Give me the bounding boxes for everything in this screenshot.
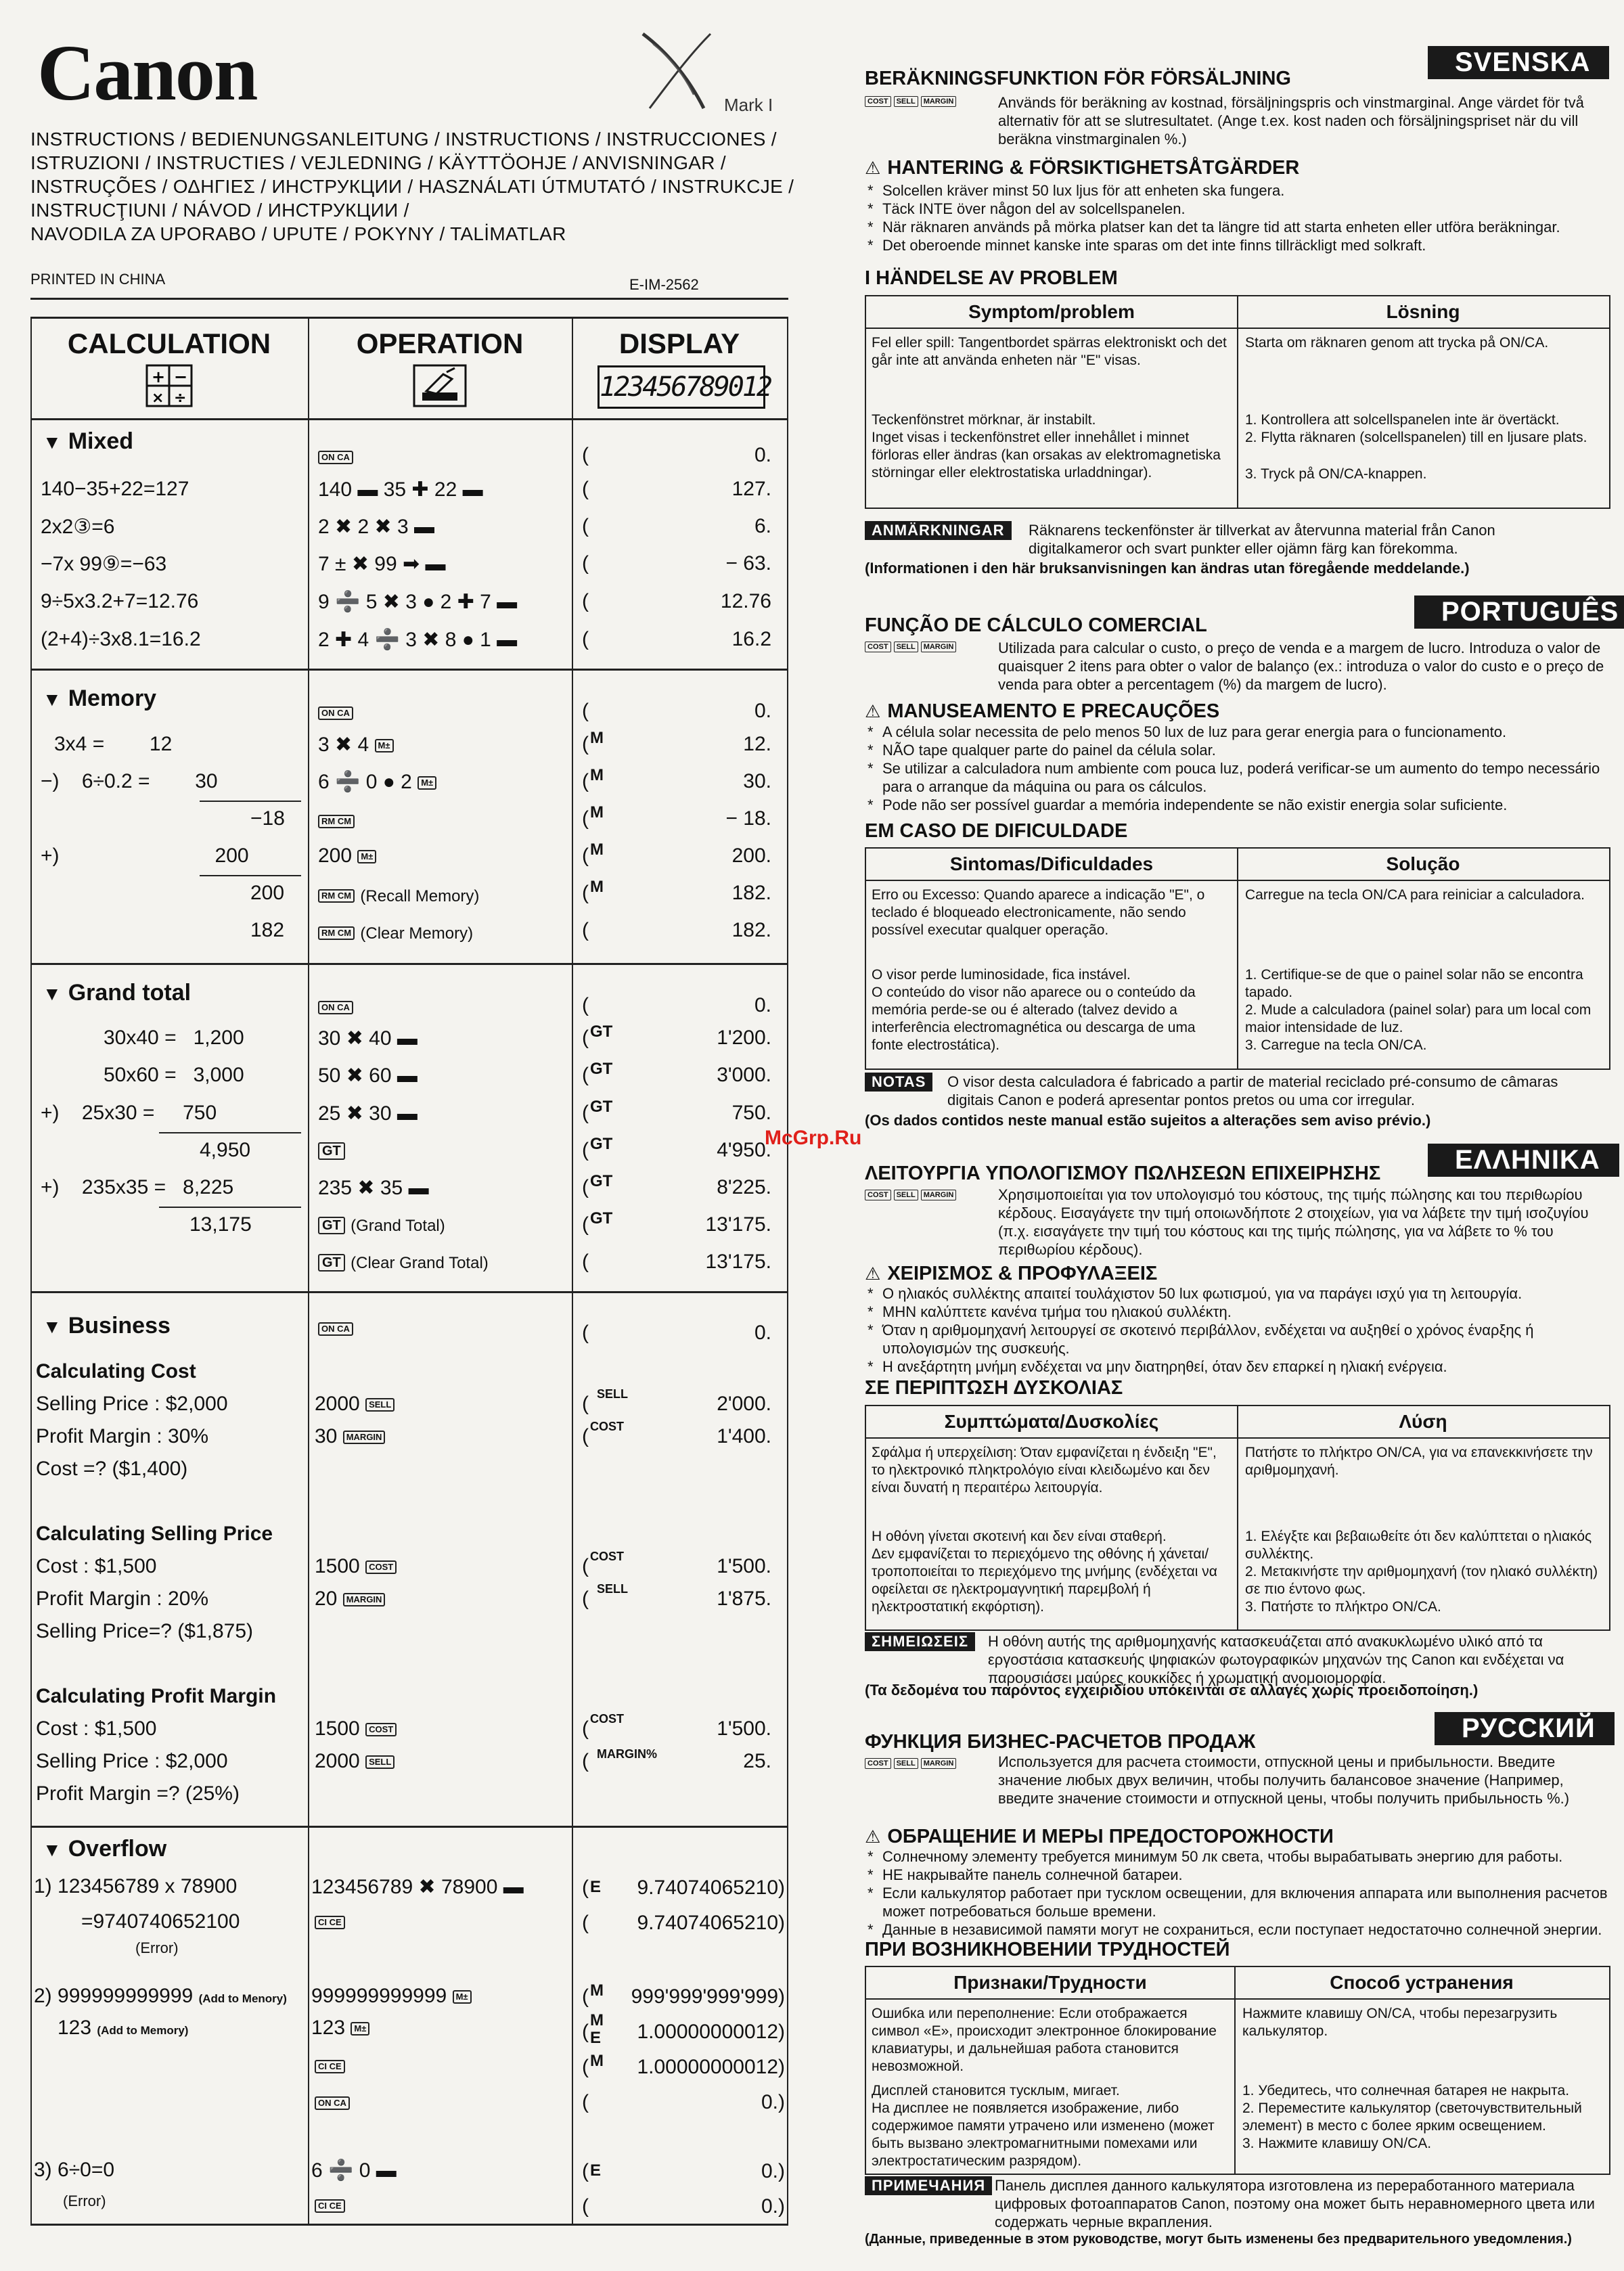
list-item: * A célula solar necessita de pelo menos 50 lux de luz para gerar energia para o funcionamento. [865,723,1609,741]
symptom: Δεν εμφανίζεται το περιεχόμενο της οθόνης ή χάνεται/τροποποιείται το περιεχόμενο της μνήμης (ενδέχεται να οφείλεται σε ηλεκτρομαγνητική παρεμβολή ή ηλεκτροστατική εκφόρτιση). [872,1546,1217,1615]
care-list [865,181,1609,254]
section-business: ▼ Business [43,1313,171,1339]
svg-text:÷: ÷ [174,390,187,407]
mode-keys: COST SELL MARGIN [865,1188,959,1200]
op-row: 50 ✖ 60 ▬ [318,1064,418,1087]
calc-row: (2+4)÷3x8.1=16.2 [41,628,201,650]
sell-key-icon: SELL [365,1755,394,1769]
note-tag: ПРИМЕЧАНИЯ [865,2176,992,2195]
x-mark-logo-icon [629,27,731,115]
solution: 3. Carregue na tecla ON/CA. [1245,1037,1427,1053]
sum-line [159,1132,301,1133]
note-text: O visor desta calculadora é fabricado a partir de material reciclado pré-consumo de câmaras digitais Canon e poderá apresentar pontos pretos ou uma cor irregular. [947,1073,1558,1108]
solution: Carregue na tecla ON/CA para reiniciar a calculadora. [1245,887,1585,903]
triangle-icon: ▼ [43,1316,62,1337]
rm-cm-key-icon: RM CM [318,815,355,828]
section-title: ФУНКЦИЯ БИЗНЕС-РАСЧЕТОВ ПРОДАЖ [865,1731,1256,1753]
canon-logo: Canon [37,28,257,117]
problem-table [865,847,1610,1070]
calc-line: Cost =? ($1,400) [36,1458,188,1480]
solution: 1. Certifique-se de que o painel solar não se encontra tapado. [1245,967,1583,1000]
calculation-icon [145,364,193,407]
op-row: 235 ✖ 35 ▬ [318,1177,429,1199]
divider [30,963,788,965]
care-list [865,1284,1609,1376]
calc-row: +) 235x35 = 8,225 [41,1176,234,1198]
care-list [865,723,1609,814]
list-item: * Солнечному элементу требуется минимум 50 лк света, чтобы вырабатывать энергию для работы. [865,1847,1609,1866]
op-row: 2000 SELL [315,1750,394,1773]
note-tag: NOTAS [865,1073,932,1092]
calc-line: Selling Price : $2,000 [36,1750,228,1772]
list-item: * НЕ накрывайте панель солнечной батареи. [865,1866,1609,1884]
symptom: На дисплее не появляется изображение, либо содержимое памяти утрачено или изменено (может быть вызвано электромагнитными помехами или электростатическим разрядом). [872,2100,1215,2169]
instr-line: NAVODILA ZA UPORABO / UPUTE / POKYNY / TALİMATLAR [30,223,566,244]
note-tag: ΣΗΜΕΙΩΣΕΙΣ [865,1632,975,1651]
section-text: Används för beräkning av kostnad, försäljningspris och vinstmarginal. Ange värdet för två alternativ för att se slutresultatet. (Ange t.ex. kost naden och försäljningspriset när du vill beräkna vinstmarginalen %.) [998,94,1584,148]
calc-line: Profit Margin =? (25%) [36,1782,240,1805]
printed-in: PRINTED IN CHINA [30,271,166,288]
section-title: ΣΕ ΠΕΡΙΠΤΩΣΗ ΔΥΣΚΟΛΙΑΣ [865,1377,1123,1399]
table-header: Способ устранения [1234,1967,1609,2000]
op-row: 123456789 ✖ 78900 ▬ [311,1876,524,1898]
section-title: ПРИ ВОЗНИКНОВЕНИИ ТРУДНОСТЕЙ [865,1939,1230,1960]
section-title: ⚠ ΧΕΙΡΙΣΜΟΣ & ΠΡΟΦΥΛΑΞΕΙΣ [865,1263,1158,1284]
calc-line: Cost : $1,500 [36,1717,157,1740]
symptom: O visor perde luminosidade, fica instável. [872,967,1131,983]
col-display: DISPLAY [618,328,740,359]
op-row: 30 MARGIN [315,1425,385,1448]
solution: 1. Kontrollera att solcellspanelen inte är övertäckt. [1245,412,1560,428]
m-plus-key-icon: M± [357,850,376,863]
symptom: Дисплей становится тусклым, мигает. [872,2083,1120,2098]
op-row: GT (Grand Total) [318,1213,445,1236]
list-item: * Pode não ser possível guardar a memória independente se não existir energia solar suficiente. [865,796,1609,814]
ci-ce-key-icon: CI CE [315,2199,345,2213]
list-item: * Данные в независимой памяти могут не сохраниться, если поступает недостаточно солнечной энергии. [865,1920,1609,1939]
rm-cm-key-icon: RM CM [318,889,355,903]
table-header: Lösning [1237,296,1609,329]
op-row: 6 ➗ 0 ▬ [311,2159,397,2182]
symptom: Η οθόνη γίνεται σκοτεινή και δεν είναι σταθερή. [872,1529,1167,1544]
section-text: Используется для расчета стоимости, отпускной цены и прибыльности. Введите значение любых двух величин, чтобы получить балансовое значение (Например, введите значение стоимости и отпускной цены, чтобы получить прибыльность %.) [998,1753,1570,1807]
list-item: * Solcellen kräver minst 50 lux ljus för att enheten ska fungera. [865,181,1609,200]
op-key [315,2194,345,2217]
triangle-icon: ▼ [43,983,62,1004]
lcd-sample: 123456789012 [597,365,765,409]
calc-row: 50x60 = 3,000 [104,1064,244,1086]
warning-icon: ⚠ [865,1826,881,1847]
symptom: Ошибка или переполнение: Если отображается символ «E», происходит электронное блокирование клавиатуры, и дальнейшая работа становится невозможной. [872,2006,1217,2074]
list-item: * Se utilizar a calculadora num ambiente com pouca luz, poderá verificar-se um aumento do tempo necessário para o arranque da máquina ou para os cálculos. [865,759,1609,796]
table-header: Symptom/problem [866,296,1237,329]
op-row: 3 ✖ 4 M± [318,733,394,757]
on-ca-key-icon: ON CA [318,706,353,720]
m-plus-key-icon: M± [453,1990,472,2004]
subheading: Calculating Profit Margin [36,1685,277,1707]
lang-tab-portugues: PORTUGUÊS [1414,595,1624,629]
ci-ce-key-icon: CI CE [315,1916,345,1929]
op-row: GT (Clear Grand Total) [318,1251,489,1274]
svg-text:−: − [174,367,188,386]
op-row: 2 ✚ 4 ➗ 3 ✖ 8 ● 1 ▬ [318,629,518,651]
instr-line: INSTRUCTIONS / BEDIENUNGSANLEITUNG / INSTRUCTIONS / INSTRUCCIONES / [30,129,777,150]
op-row: RM CM (Clear Memory) [318,921,473,944]
solution: 2. Mude a calculadora (painel solar) para um local com maior intensidade de luz. [1245,1002,1592,1035]
section-text: Utilizada para calcular o custo, o preço de venda e a margem de lucro. Introduza o valor de quaisquer 2 itens para obter o valor de balanço (ex.: introduza o valor do custo e o preço de venda para obter a percentagem (%) da margem de lucro). [998,639,1604,693]
list-item: * Ο ηλιακός συλλέκτης απαιτεί τουλάχιστον 50 lux φωτισμού, για να παράγει ισχύ για τη λειτουργία. [865,1284,1609,1303]
solution: Starta om räknaren genom att trycka på ON/CA. [1245,335,1549,351]
solution: 3. Нажмите клавишу ON/CA. [1242,2136,1432,2151]
calc-row: 3x4 = 12 [54,733,173,755]
note-text: Η οθόνη αυτής της αριθμομηχανής κατασκευάζεται από ανακυκλωμένο υλικό από τα εργοστάσια κατασκευής ψηφιακών φωτογραφικών μηχανών της Canon και ενδέχεται να παρουσιάσει μαύρες κουκκίδες ή χρωματική ανομοιομορφία. [988,1633,1564,1686]
mode-keys: COST SELL MARGIN [865,1757,959,1769]
calc-row: +) 25x30 = 750 [41,1102,217,1124]
calc-row: +) 200 [41,845,249,867]
symptom: Teckenfönstret mörknar, är instabilt. [872,412,1096,428]
problem-table [865,1966,1610,2175]
divider [787,317,788,2225]
calc-row: −7x 99⑨=−63 [41,553,167,575]
divider [1237,849,1238,1069]
symptom: Inget visas i teckenfönstret eller innehållet i minnet förloras eller ändras (kan orsakas av elektromagnetiska störningar eller elektrostatiska urladdningar). [872,430,1221,480]
op-row: 6 ➗ 0 ● 2 M± [318,770,436,794]
note-bold: (Informationen i den här bruksanvisningen kan ändras utan föregående meddelande.) [865,560,1470,577]
section-mixed: ▼ Mixed [43,428,134,454]
triangle-icon: ▼ [43,432,62,453]
divider [30,1291,788,1293]
subheading: Calculating Selling Price [36,1523,273,1545]
col-calculation: CALCULATION [67,328,271,359]
doc-code: E-IM-2562 [629,276,699,293]
table-header: Solução [1237,849,1609,881]
margin-key-icon: MARGIN [343,1593,386,1606]
divider [308,317,309,2225]
on-ca-key-icon: ON CA [318,451,353,464]
section-title: ⚠ HANTERING & FÖRSIKTIGHETSÅTGÄRDER [865,157,1300,179]
note-bold: (Os dados contidos neste manual estão sujeitos a alterações sem aviso prévio.) [865,1112,1431,1129]
cost-key-icon: COST [365,1560,397,1574]
calc-line: 1) 123456789 x 78900 [34,1875,238,1897]
section-memory: ▼ Memory [43,685,157,711]
op-row: 140 ▬ 35 ✚ 22 ▬ [318,478,483,501]
m-plus-key-icon: M± [375,739,394,752]
op-key [315,2091,350,2114]
calc-line: 2) 999999999999 (Add to Menory) [34,1985,287,2007]
note-text: Панель дисплея данного калькулятора изготовлена из переработанного материала цифровых фотоаппаратов Canon, поэтому она может быть неравномерного цвета или содержать черные вкрапления. [995,2177,1595,2230]
solution: 3. Tryck på ON/CA-knappen. [1245,466,1427,482]
list-item: * Täck INTE över någon del av solcellspanelen. [865,200,1609,218]
sum-line [200,801,301,802]
operation-hand-icon [413,364,467,407]
note-text: Räknarens teckenfönster är tillverkat av återvunna material från Canon digitalkameror och svart punkter eller ojämn färg kan förekomma. [1029,522,1495,557]
sum-line [159,1207,301,1208]
calc-row: −18 [250,807,285,830]
mode-keys: COST SELL MARGIN [865,640,959,652]
solution: 2. Flytta räknaren (solcellspanelen) till en ljusare plats. [1245,430,1587,445]
calc-row: 140−35+22=127 [41,478,189,500]
divider [30,418,788,420]
op-key [318,995,353,1018]
lang-tab-svenska: SVENSKA [1428,46,1609,79]
solution: Πατήστε το πλήκτρο ON/CA, για να επανεκκινήσετε την αριθμομηχανή. [1245,1445,1593,1478]
op-row: 9 ➗ 5 ✖ 3 ● 2 ✚ 7 ▬ [318,591,518,613]
error-note: (Error) [63,2193,106,2209]
solution: Нажмите клавишу ON/CA, чтобы перезагрузить калькулятор. [1242,2006,1558,2039]
op-row: 2 ✖ 2 ✖ 3 ▬ [318,516,435,538]
calc-row: 9÷5x3.2+7=12.76 [41,590,199,612]
section-title: ΛΕΙΤΟΥΡΓΙΑ ΥΠΟΛΟΓΙΣΜΟΥ ΠΩΛΗΣΕΩΝ ΕΠΙΧΕΙΡΗΣΗΣ [865,1163,1381,1184]
instr-line: INSTRUCŢIUNI / NÁVOD / ИНСТРУКЦИИ / [30,200,409,221]
table-header: Признаки/Трудности [866,1967,1234,2000]
divider [30,317,32,2225]
op-row: 1500 COST [315,1555,397,1578]
calc-row: 4,950 [200,1139,251,1161]
op-key [318,809,355,832]
divider [1237,1406,1238,1629]
divider [1237,296,1238,508]
sell-key-icon: SELL [365,1398,394,1412]
list-item: * Det oberoende minnet kanske inte sparas om det inte finns tillräckligt med solkraft. [865,236,1609,254]
calc-row: 200 [250,882,285,904]
section-overflow: ▼ Overflow [43,1836,167,1862]
list-item: * Если калькулятор работает при тусклом освещении, для включения аппарата или выполнения расчетов может потребоваться больше времени. [865,1884,1609,1920]
care-list [865,1847,1609,1939]
calculation-table: CALCULATION + − × ÷ OPERATION DISPLAY 123456789012 ▼ Mixed ON CA ( 0. 140−35+22=127 140 ▬ 35 ✚ 22 ▬ ( 127. 2x2③=6 2 ✖ 2 ✖ 3 ▬ ( 6. −7x 99⑨=−63 7 ± ✖ 99 ➡ ▬ ( − 63. 9÷5x3.2+7=12.76 9 ➗ 5 ✖ 3 ● 2 ✚ 7 ▬ ( 12.76 (2+4)÷3x8.1=16.2 2 ✚ 4 ➗ 3 ✖ 8 ● 1 ▬ ( 16.2 ▼ Memory ON CA ( 0. 3x4 = 12 3 ✖ 4 M± ( M 12. −) 6÷0.2 = 30 6 ➗ 0 ● 2 M± ( M 30. −18 RM CM ( M − 18. +) 200 200 M± ( M 200. 200 RM CM (Recall Memory) ( M 182. 182 RM CM (Clear Memory) ( 182. ▼ Grand total ON CA ( 0. 30x40 = 1,200 30 ✖ 40 ▬ ( GT 1'200. 50x60 = 3,000 50 ✖ 60 ▬ ( GT 3'000. +) 25x30 = 750 25 ✖ 30 ▬ ( GT 750. 4,950 GT ( GT 4'950. +) 235x35 = 8,225 235 ✖ 35 ▬ ( GT 8'225. 13,175 GT (Grand Total) ( GT 13'175. GT (Clear Grand Total) ( 13'175. ▼ Business ON CA ( 0. Calculating Cost Selling Price : $2,000 Profit Margin : 30% Cost =? ($1,400) 2000 SELL 30 MARGIN ( SELL 2'000. ( COST 1'400. Calculating Selling Price Cost : $1,500 Profit Margin : 20% Selling Price=? ($1,875) 1500 COST 20 MARGIN ( COST 1'500. ( SELL 1'875. Calculating Profit Margin Cost : $1,500 Selling Price : $2,000 Profit Margin =? (25%) 1500 COST 2000 SELL ( COST 1'500. ( MARGIN% 25. ▼ Overflow 1) 123456789 x 78900 =9740740652100 (Error) 123456789 ✖ 78900 ▬ CI CE ( E 9.74074065210) ( 9.74074065210) 2) 999999999999 (Add to Menory) 123 (Add to Memory) 999999999999 M± 123 M± CI CE ON CA ( M 999'999'999'999) ( M E 1.00000000012) ( M 1.00000000012) ( 0.) 3) 6÷0=0 (Error) 6 ➗ 0 ▬ CI CE ( E 0.) ( 0.) [30,317,788,2225]
op-row: 30 ✖ 40 ▬ [318,1027,418,1050]
section-title: ⚠ MANUSEAMENTO E PRECAUÇÕES [865,700,1220,722]
op-row: 25 ✖ 30 ▬ [318,1102,418,1125]
lang-tab-ellinika: ΕΛΛΗΝΙΚΑ [1428,1144,1619,1177]
section-title: ⚠ ОБРАЩЕНИЕ И МЕРЫ ПРЕДОСТОРОЖНОСТИ [865,1826,1334,1847]
ci-ce-key-icon: CI CE [315,2060,345,2073]
divider [30,298,788,300]
op-row: 1500 COST [315,1717,397,1740]
on-ca-key-icon: ON CA [315,2096,350,2110]
calc-line: Selling Price : $2,000 [36,1393,228,1415]
table-header: Λύση [1237,1406,1609,1439]
divider [30,669,788,671]
note-tag: ANMÄRKNINGAR [865,521,1012,540]
rm-cm-key-icon: RM CM [318,926,355,940]
watermark: McGrp.Ru [765,1127,862,1149]
on-ca-key-icon: ON CA [318,1001,353,1014]
problem-table [865,295,1610,509]
op-row: 20 MARGIN [315,1588,385,1611]
op-row: 123 M± [311,2017,369,2040]
section-title: I HÄNDELSE AV PROBLEM [865,267,1118,289]
solution: 2. Переместите калькулятор (светочувствительный элемент) в место с более ярким освещением. [1242,2100,1582,2134]
section-text: Χρησιμοποιείται για τον υπολογισμό του κόστους, της τιμής πώλησης και του περιθωρίου κέρδους. Εισαγάγετε την τιμή οποιωνδήποτε 2 στοιχείων, για να λάβετε την τιμή ισοζυγίου (π.χ. εισαγάγετε την τιμή του κόστους και της τιμής πώλησης, για να λάβετε το % του περιθωρίου κέρδους). [998,1186,1589,1258]
m-plus-key-icon: M± [351,2022,369,2036]
symptom: O conteúdo do visor não aparece ou o conteúdo da memória perde-se ou é alterado (talvez devido a interferência electromagnética ou descarga de uma fonte electrostática). [872,985,1196,1053]
calc-row: 30x40 = 1,200 [104,1027,244,1049]
solution: 1. Убедитесь, что солнечная батарея не накрыта. [1242,2083,1570,2098]
op-key [315,1910,345,1933]
sum-line [200,875,301,876]
op-key [315,2054,345,2077]
calc-line: Profit Margin : 20% [36,1588,209,1610]
lang-tab-russkiy: РУССКИЙ [1435,1712,1615,1745]
divider [30,1826,788,1828]
calc-line: Cost : $1,500 [36,1555,157,1577]
calc-row: 13,175 [189,1213,252,1236]
symptom: Erro ou Excesso: Quando aparece a indicação "E", o teclado é bloqueado electronicamente, não sendo possível executar qualquer operação. [872,887,1205,938]
calc-row: 2x2③=6 [41,516,115,538]
instr-line: ISTRUZIONI / INSTRUCTIES / VEJLEDNING / KÄYTTÖOHJE / ANVISNINGAR / [30,152,726,173]
op-key [318,1317,353,1340]
list-item: * Όταν η αριθμομηχανή λειτουργεί σε σκοτεινό περιβάλλον, ενδέχεται να αυξηθεί ο χρόνος έναρξης ή υπολογισμών της συσκευής. [865,1321,1609,1357]
note-bold: (Τα δεδομένα του παρόντος εγχειριδίου υπόκεινται σε αλλαγές χωρίς προειδοποίηση.) [865,1682,1479,1699]
symptom: Σφάλμα ή υπερχείλιση: Όταν εμφανίζεται η ένδειξη "E", το ηλεκτρονικό πληκτρολόγιο είναι κλειδωμένο και δεν είναι δυνατή η περαιτέρω λειτουργία. [872,1445,1217,1496]
instr-line: INSTRUÇÕES / ΟΔΗΓΙΕΣ / ИНСТРУКЦИИ / HASZNÁLATI ÚTMUTATÓ / INSTRUKCJE / [30,176,794,197]
calc-line: 3) 6÷0=0 [34,2159,115,2181]
divider [30,317,788,319]
list-item: * NÃO tape qualquer parte do painel da célula solar. [865,741,1609,759]
instructions-languages [30,127,802,246]
warning-icon: ⚠ [865,158,881,178]
on-ca-key-icon: ON CA [318,1322,353,1336]
gt-key-icon: GT [318,1254,345,1272]
triangle-icon: ▼ [43,1839,62,1860]
list-item: * ΜΗΝ καλύπτετε κανένα τμήμα του ηλιακού συλλέκτη. [865,1303,1609,1321]
solution: 1. Ελέγξτε και βεβαιωθείτε ότι δεν καλύπτεται ο ηλιακός συλλέκτης. [1245,1529,1592,1562]
calc-row: −) 6÷0.2 = 30 [41,770,218,792]
op-key [318,701,353,724]
error-note: (Error) [135,1939,179,1956]
solution: 2. Μετακινήστε την αριθμομηχανή (τον ηλιακό συλλέκτη) σε πιο έντονο φως. [1245,1564,1598,1597]
triangle-icon: ▼ [43,689,62,710]
op-key [318,445,353,468]
warning-icon: ⚠ [865,1263,881,1284]
divider [30,2224,788,2226]
op-row: 200 M± [318,845,376,868]
op-row: 2000 SELL [315,1393,394,1416]
solution: 3. Πατήστε το πλήκτρο ON/CA. [1245,1599,1441,1615]
subheading: Calculating Cost [36,1360,196,1382]
calc-line: Profit Margin : 30% [36,1425,209,1447]
calc-line: Selling Price=? ($1,875) [36,1620,254,1642]
section-title: EM CASO DE DIFICULDADE [865,820,1128,842]
section-grand-total: ▼ Grand total [43,980,191,1006]
problem-table [865,1405,1610,1631]
divider [1234,1967,1236,2174]
gt-key-icon: GT [318,1142,345,1160]
gt-key-icon: GT [318,1217,345,1234]
section-title: BERÄKNINGSFUNKTION FÖR FÖRSÄLJNING [865,68,1291,89]
table-header: Συμπτώματα/Δυσκολίες [866,1406,1237,1439]
svg-text:×: × [152,390,164,407]
op-row: 7 ± ✖ 99 ➡ ▬ [318,553,446,575]
model-mark: Mark I [724,95,773,115]
table-header: Sintomas/Dificuldades [866,849,1237,881]
divider [572,317,573,2225]
mode-keys: COST SELL MARGIN [865,95,959,107]
op-row: RM CM (Recall Memory) [318,884,479,907]
list-item: * När räknaren används på mörka platser kan det ta längre tid att starta enheten eller utföra beräkningar. [865,218,1609,236]
op-row: 999999999999 M± [311,1985,472,2008]
calc-line: =9740740652100 [81,1910,240,1933]
svg-text:+: + [152,367,166,386]
warning-icon: ⚠ [865,701,881,721]
cost-key-icon: COST [365,1723,397,1736]
op-key [318,1139,345,1162]
note-bold: (Данные, приведенные в этом руководстве, могут быть изменены без предварительного уведомления.) [865,2232,1572,2247]
col-operation: OPERATION [356,328,524,359]
m-plus-key-icon: M± [418,776,436,790]
list-item: * Η ανεξάρτητη μνήμη ενδέχεται να μην διατηρηθεί, όταν δεν επαρκεί η ηλιακή ενέργεια. [865,1357,1609,1376]
calc-line: 123 (Add to Memory) [58,2017,189,2039]
symptom: Fel eller spill: Tangentbordet spärras elektroniskt och det går inte att använda enheten när "E" visas. [872,335,1227,368]
section-title: FUNÇÃO DE CÁLCULO COMERCIAL [865,614,1207,636]
calc-row: 182 [250,919,285,941]
margin-key-icon: MARGIN [343,1431,386,1444]
